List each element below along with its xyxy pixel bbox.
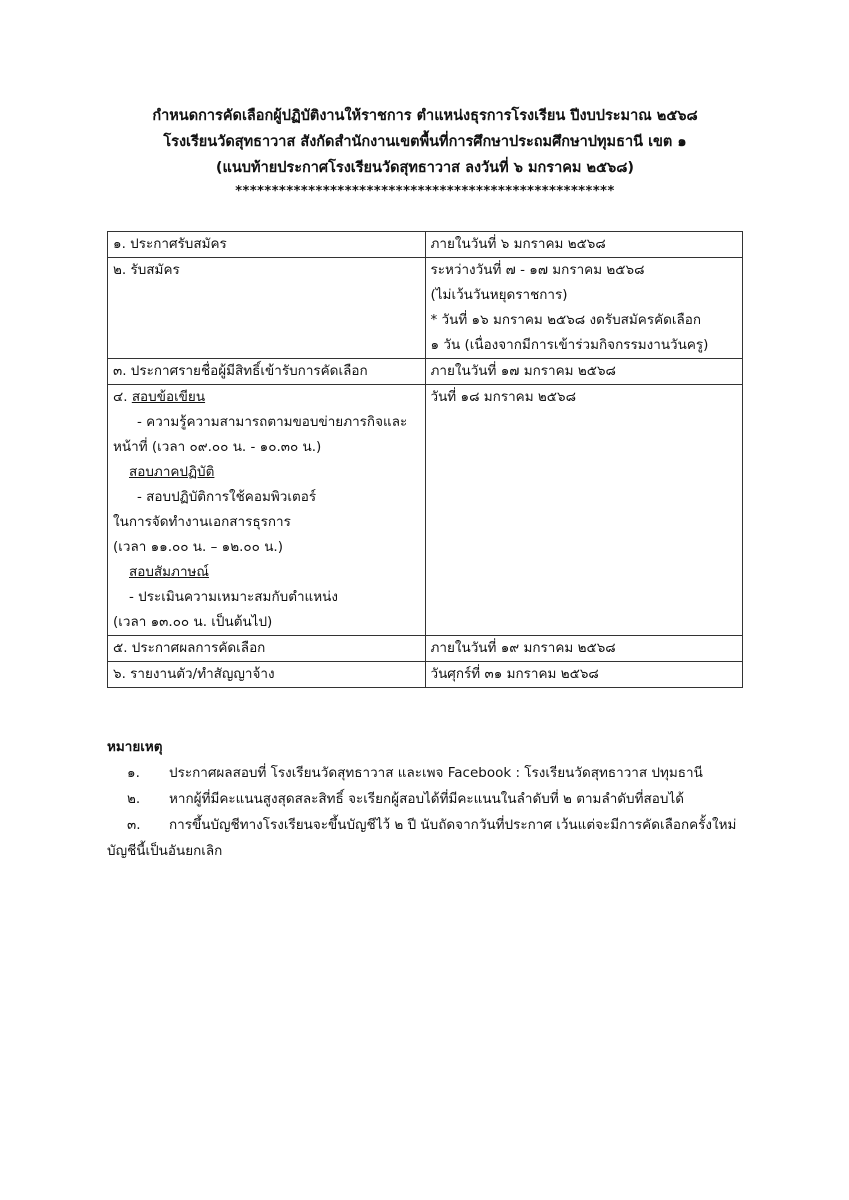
step-text: ๑. ประกาศรับสมัคร — [113, 236, 227, 252]
date-text: ภายในวันที่ ๑๗ มกราคม ๒๕๖๘ — [430, 363, 616, 379]
step-text: ๖. รายงานตัว/ทำสัญญาจ้าง — [113, 666, 275, 682]
remark-number: ๒. — [127, 791, 141, 807]
header-school-line: โรงเรียนวัดสุทธาวาส สังกัดสำนักงานเขตพื้นที่การศึกษาประถมศึกษาปทุมธานี เขต ๑ — [163, 134, 687, 150]
document-header — [80, 103, 770, 203]
remark-text: การขึ้นบัญชีทางโรงเรียนจะขึ้นบัญชีไว้ ๒ ปี นับถัดจากวันที่ประกาศ เว้นแต่จะมีการคัดเลือกครั้งใหม่ — [169, 817, 737, 833]
exam-practical-detail: - สอบปฏิบัติการใช้คอมพิวเตอร์ — [137, 489, 317, 505]
date-text: วันที่ ๑๘ มกราคม ๒๕๖๘ — [430, 389, 577, 405]
date-cell — [425, 258, 743, 359]
step-text: ๕. ประกาศผลการคัดเลือก — [113, 640, 266, 656]
date-cell — [425, 636, 743, 662]
exam-written-heading — [113, 385, 420, 410]
remarks-section — [107, 734, 747, 864]
remark-item — [107, 812, 747, 838]
exam-interview-title: สอบสัมภาษณ์ — [129, 564, 209, 580]
exam-written-detail: - ความรู้ความสามารถตามขอบข่ายภารกิจและ — [137, 414, 408, 430]
step-cell — [108, 636, 426, 662]
exam-written-title: สอบข้อเขียน — [131, 389, 206, 405]
schedule-row-announcement — [108, 232, 743, 258]
date-note: * วันที่ ๑๖ มกราคม ๒๕๖๘ งดรับสมัครคัดเลือก — [430, 312, 702, 328]
date-text: วันศุกร์ที่ ๓๑ มกราคม ๒๕๖๘ — [430, 666, 599, 682]
remark-number: ๑. — [127, 765, 140, 781]
date-cell — [425, 232, 743, 258]
exam-practical-detail-cont: ในการจัดทำงานเอกสารธุรการ — [113, 514, 291, 530]
step-text: ๓. ประกาศรายชื่อผู้มีสิทธิ์เข้ารับการคัดเลือก — [113, 363, 368, 379]
schedule-row-exams — [108, 385, 743, 636]
exam-practical-time: (เวลา ๑๑.๐๐ น. – ๑๒.๐๐ น.) — [113, 539, 283, 555]
step-cell — [108, 232, 426, 258]
date-text: ภายในวันที่ ๑๙ มกราคม ๒๕๖๘ — [430, 640, 616, 656]
schedule-row-eligible-list — [108, 359, 743, 385]
exam-written-time: หน้าที่ (เวลา ๐๙.๐๐ น. - ๑๐.๓๐ น.) — [113, 439, 322, 455]
header-title-line: กำหนดการคัดเลือกผู้ปฏิบัติงานให้ราชการ ตำแหน่งธุรการโรงเรียน ปีงบประมาณ ๒๕๖๘ — [152, 108, 698, 124]
date-note: (ไม่เว้นวันหยุดราชการ) — [430, 287, 568, 303]
schedule-row-contract — [108, 662, 743, 688]
date-cell — [425, 359, 743, 385]
remark-item — [107, 786, 747, 812]
date-text: ระหว่างวันที่ ๗ - ๑๗ มกราคม ๒๕๖๘ — [430, 262, 645, 278]
date-note: ๑ วัน (เนื่องจากมีการเข้าร่วมกิจกรรมงานวันครู) — [430, 337, 709, 353]
step-cell — [108, 359, 426, 385]
schedule-row-application — [108, 258, 743, 359]
date-cell — [425, 662, 743, 688]
remark-continuation: บัญชีนี้เป็นอันยกเลิก — [107, 843, 223, 859]
remarks-title: หมายเหตุ — [107, 739, 163, 755]
header-attachment-line: (แนบท้ายประกาศโรงเรียนวัดสุทธาวาส ลงวันที่ ๖ มกราคม ๒๕๖๘) — [215, 160, 635, 176]
step-text: ๒. รับสมัคร — [113, 262, 180, 278]
exam-practical-title: สอบภาคปฏิบัติ — [129, 464, 215, 480]
exam-interview-time: (เวลา ๑๓.๐๐ น. เป็นต้นไป) — [113, 614, 273, 630]
schedule-row-results — [108, 636, 743, 662]
remark-number: ๓. — [127, 817, 141, 833]
date-cell — [425, 385, 743, 636]
step-cell — [108, 258, 426, 359]
schedule-table — [107, 231, 743, 688]
step-number: ๔. — [113, 389, 132, 405]
exam-interview-detail: - ประเมินความเหมาะสมกับตำแหน่ง — [129, 589, 338, 605]
remark-text: หากผู้ที่มีคะแนนสูงสุดสละสิทธิ์ จะเรียกผู้สอบได้ที่มีคะแนนในลำดับที่ ๒ ตามลำดับที่สอบได้ — [169, 791, 685, 807]
step-cell — [108, 662, 426, 688]
step-cell — [108, 385, 426, 636]
header-star-divider: **************************************************** — [235, 184, 615, 199]
remark-text: ประกาศผลสอบที่ โรงเรียนวัดสุทธาวาส และเพจ Facebook : โรงเรียนวัดสุทธาวาส ปทุมธานี — [169, 765, 703, 781]
remark-item — [107, 760, 747, 786]
date-text: ภายในวันที่ ๖ มกราคม ๒๕๖๘ — [430, 236, 606, 252]
